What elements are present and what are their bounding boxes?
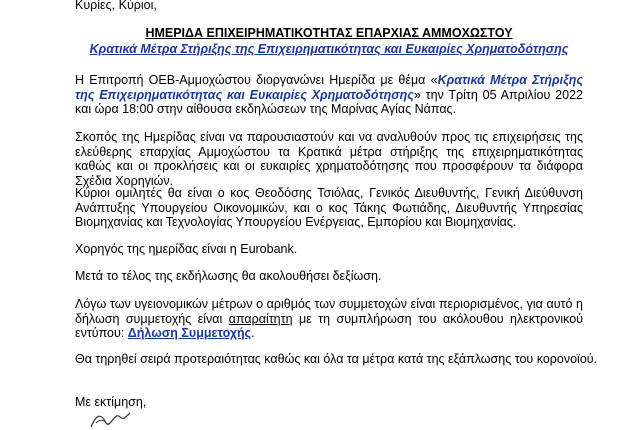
paragraph-intro-after: » την Τρίτη 05 Απριλίου 2022 και ώρα 18:00 στην αίθουσα εκδηλώσεων της Μαρίνας Αγίας Νάπας. bbox=[75, 87, 583, 117]
closing-text: Με εκτίμηση, bbox=[75, 395, 147, 409]
document-title: ΗΜΕΡΙΔΑ ΕΠΙΧΕΙΡΗΜΑΤΙΚΟΤΗΤΑΣ ΕΠΑΡΧΙΑΣ ΑΜΜΟΧΩΣΤΟΥ bbox=[145, 26, 513, 40]
paragraph-intro bbox=[75, 73, 583, 117]
paragraph-registration bbox=[75, 297, 583, 341]
registration-text-middle: με τη συμπλήρωση του ακόλουθου ηλεκτρονικού εντύπου: bbox=[75, 311, 583, 341]
signature-mark bbox=[86, 405, 132, 430]
paragraph-precautions: Θα τηρηθεί σειρά προτεραιότητας καθώς και όλα τα μέτρα κατά της εξάπλωσης του κορονοϊού. bbox=[75, 352, 598, 366]
paragraph-sponsor: Χορηγός της ημερίδας είναι η Eurobank. bbox=[75, 242, 298, 256]
registration-required-text: απαραίτητη bbox=[228, 311, 293, 326]
registration-text-end: . bbox=[251, 326, 255, 341]
paragraph-speakers: Κύριοι ομιλητές θα είναι ο κος Θεοδόσης Τσιόλας, Γενικός Διευθυντής, Γενική Διεύθυνση Ανάπτυξης Υπουργείου Οικονομικών, και ο κος Τάκης Φωτιάδης, Διευθυντής Υπηρεσίας Βιομηχανίας και Τεχνολογίας Υπουργείου Ενέργειας, Εμπορίου και Βιομηχανίας. bbox=[75, 186, 583, 230]
paragraph-intro-emphasis: Κρατικά Μέτρα Στήριξης της Επιχειρηματικότητας και Ευκαιρίες Χρηματοδότησης bbox=[75, 73, 583, 102]
paragraph-intro-before: Η Επιτροπή ΟΕΒ-Αμμοχώστου διοργανώνει Ημερίδα με θέμα « bbox=[75, 73, 438, 87]
registration-form-link[interactable]: Δήλωση Συμμετοχής bbox=[127, 326, 252, 341]
registration-text-before: Λόγω των υγειονομικών μέτρων ο αριθμός των συμμετοχών είναι περιορισμένος, για αυτό η δήλωση συμμετοχής είναι bbox=[75, 297, 583, 326]
document-subtitle: Κρατικά Μέτρα Στήριξης της Επιχειρηματικότητας και Ευκαιρίες Χρηματοδότησης bbox=[89, 42, 569, 56]
paragraph-purpose: Σκοπός της Ημερίδας είναι να παρουσιαστούν και να αναλυθούν προς τις επιχειρήσεις της ελεύθερης επαρχίας Αμμοχώστου τα Κρατικά μέτρα στήριξης της επιχειρηματικότητας καθώς και οι προκλήσεις και οι ευκαιρίες χρηματοδότησης που προσφέρουν τα διάφορα Σχέδια Χορηγιών. bbox=[75, 130, 583, 188]
greeting: Κυρίες, Κύριοι, bbox=[75, 0, 157, 12]
paragraph-reception: Μετά το τέλος της εκδήλωσης θα ακολουθήσει δεξίωση. bbox=[75, 269, 382, 283]
